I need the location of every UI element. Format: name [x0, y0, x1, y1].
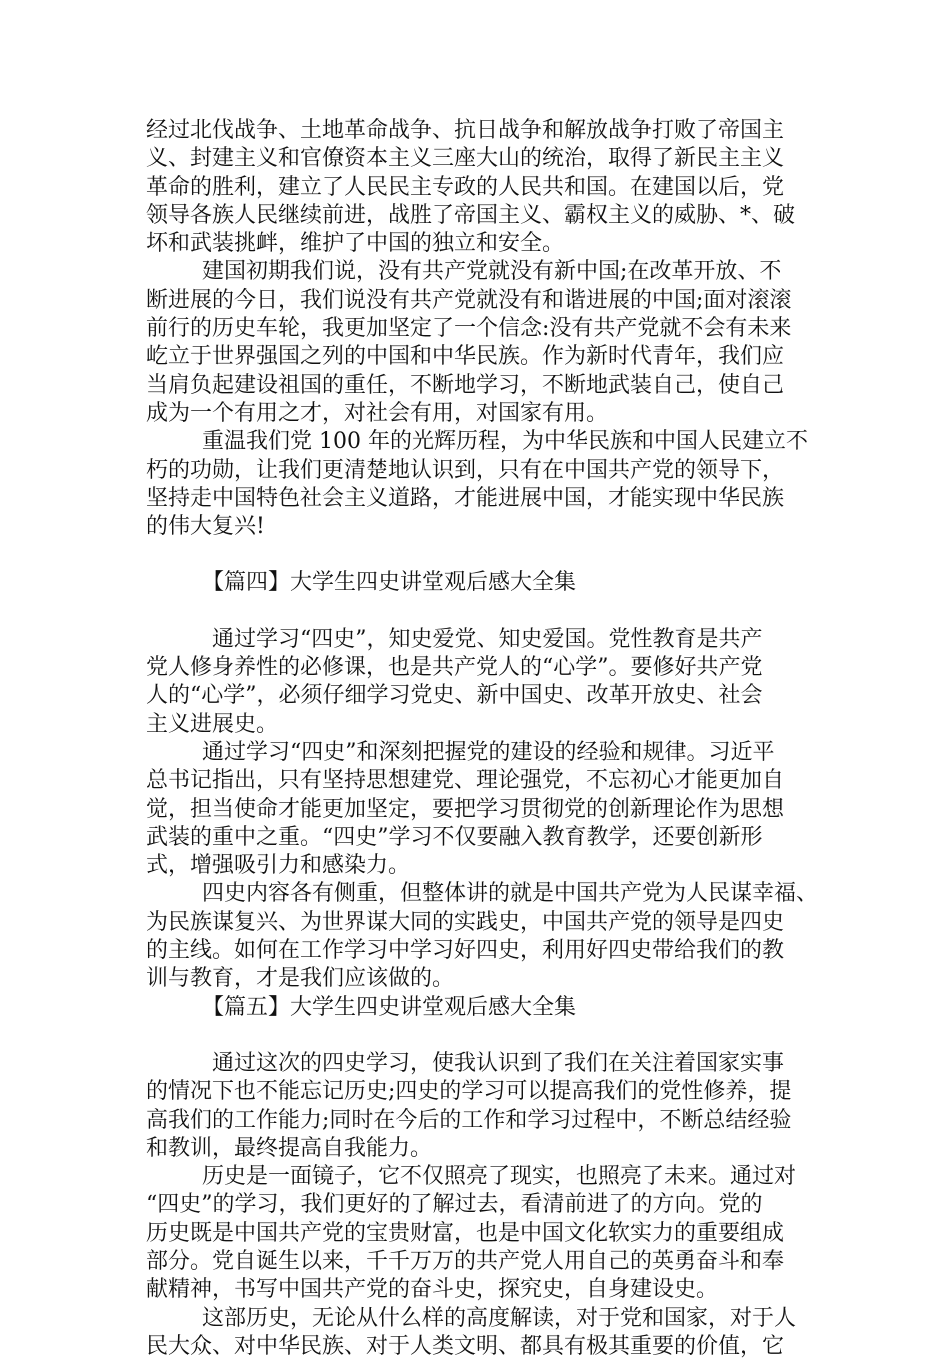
- text-line: 经过北伐战争、土地革命战争、抗日战争和解放战争打败了帝国主: [146, 118, 785, 143]
- document-page: [146, 117, 819, 1361]
- text-line: 领导各族人民继续前进，战胜了帝国主义、霸权主义的威胁、*、破: [146, 202, 796, 228]
- spacer: [146, 1022, 811, 1050]
- text-line: 献精神，书写中国共产党的奋斗史，探究史，自身建设史。: [146, 1277, 719, 1303]
- text-line: 成为一个有用之才，对社会有用，对国家有用。: [146, 400, 609, 426]
- text-line: 建国初期我们说，没有共产党就没有新中国;在改革开放、不: [202, 259, 782, 285]
- heading-text: 【篇四】大学生四史讲堂观后感大全集: [202, 570, 577, 596]
- paragraph: [146, 258, 811, 428]
- text-line: 部分。党自诞生以来，千千万万的共产党人用自己的英勇奋斗和奉: [146, 1248, 785, 1274]
- paragraph: [146, 880, 819, 993]
- text-line: 重温我们党 100 年的光辉历程，为中华民族和中国人民建立不: [202, 429, 808, 455]
- text-line: 民大众、对中华民族、对于人类文明、都具有极其重要的价值，它: [146, 1333, 785, 1359]
- text-line: 和教训，最终提高自我能力。: [146, 1135, 433, 1161]
- text-line: 通过这次的四史学习，使我认识到了我们在关注着国家实事: [212, 1050, 785, 1076]
- text-line: 为民族谋复兴、为世界谋大同的实践史，中国共产党的领导是四史: [146, 909, 785, 935]
- heading-text: 【篇五】大学生四史讲堂观后感大全集: [202, 994, 577, 1020]
- paragraph: [146, 117, 811, 258]
- text-line: 训与教育，才是我们应该做的。: [146, 966, 455, 992]
- text-line: 党人修身养性的必修课，也是共产党人的“心学”。要修好共产党: [146, 655, 763, 681]
- text-line: 通过学习“四史”，知史爱党、知史爱国。党性教育是共产: [212, 626, 763, 652]
- text-line: 前行的历史车轮，我更加坚定了一个信念:没有共产党就不会有未来: [146, 316, 792, 342]
- text-line: 的伟大复兴!: [146, 514, 265, 540]
- text-line: 觉，担当使命才能更加坚定，要把学习贯彻党的创新理论作为思想: [146, 796, 785, 822]
- text-line: 主义进展史。: [146, 711, 279, 737]
- text-line: 坚持走中国特色社会主义道路，才能进展中国，才能实现中华民族: [146, 485, 785, 511]
- text-line: 通过学习“四史”和深刻把握党的建设的经验和规律。习近平: [202, 739, 775, 765]
- text-line: 的情况下也不能忘记历史;四史的学习可以提高我们的党性修养，提: [146, 1079, 792, 1105]
- spacer: [146, 541, 811, 569]
- paragraph: [146, 626, 811, 739]
- text-line: “四史”的学习，我们更好的了解过去，看清前进了的方向。党的: [146, 1192, 763, 1218]
- text-line: 高我们的工作能力;同时在今后的工作和学习过程中，不断总结经验: [146, 1107, 792, 1133]
- paragraph: [146, 739, 811, 880]
- spacer: [146, 598, 811, 626]
- text-line: 总书记指出，只有坚持思想建党、理论强党，不忘初心才能更加自: [146, 768, 785, 794]
- section-heading: [146, 994, 811, 1022]
- text-line: 武装的重中之重。“四史”学习不仅要融入教育教学，还要创新形: [146, 824, 763, 850]
- text-line: 式，增强吸引力和感染力。: [146, 853, 411, 879]
- section-heading: [146, 569, 811, 597]
- text-line: 人的“心学”，必须仔细学习党史、新中国史、改革开放史、社会: [146, 683, 763, 709]
- paragraph: [146, 1305, 811, 1361]
- text-line: 当肩负起建设祖国的重任，不断地学习，不断地武装自己，使自己: [146, 372, 785, 398]
- text-line: 这部历史，无论从什么样的高度解读，对于党和国家，对于人: [202, 1305, 797, 1331]
- text-line: 历史既是中国共产党的宝贵财富，也是中国文化软实力的重要组成: [146, 1220, 785, 1246]
- text-line: 历史是一面镜子，它不仅照亮了现实，也照亮了未来。通过对: [202, 1164, 797, 1190]
- text-line: 坏和武装挑衅，维护了中国的独立和安全。: [146, 231, 565, 257]
- text-line: 革命的胜利，建立了人民民主专政的人民共和国。在建国以后，党: [146, 174, 785, 200]
- paragraph: [146, 1163, 811, 1304]
- paragraph: [146, 1050, 811, 1163]
- text-line: 义、封建主义和官僚资本主义三座大山的统治，取得了新民主主义: [146, 146, 785, 172]
- text-line: 屹立于世界强国之列的中国和中华民族。作为新时代青年，我们应: [146, 344, 785, 370]
- paragraph: [146, 428, 811, 541]
- text-line: 朽的功勋，让我们更清楚地认识到，只有在中国共产党的领导下，: [146, 457, 785, 483]
- text-line: 四史内容各有侧重，但整体讲的就是中国共产党为人民谋幸福、: [202, 881, 819, 907]
- text-line: 的主线。如何在工作学习中学习好四史，利用好四史带给我们的教: [146, 938, 785, 964]
- text-line: 断进展的今日，我们说没有共产党就没有和谐进展的中国;面对滚滚: [146, 287, 792, 313]
